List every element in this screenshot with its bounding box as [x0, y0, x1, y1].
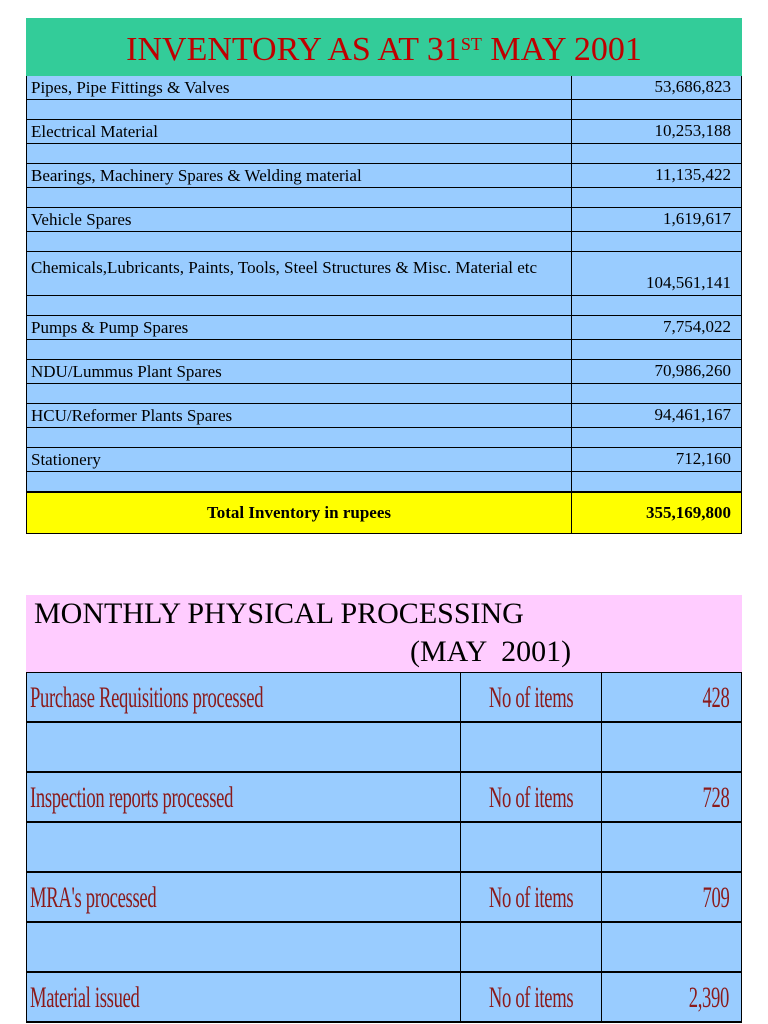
item-value: 1,619,617	[663, 209, 731, 228]
processing-label: Material issued	[30, 981, 140, 1014]
processing-label: Purchase Requisitions processed	[30, 681, 264, 714]
item-label: NDU/Lummus Plant Spares	[27, 360, 572, 383]
processing-title	[26, 595, 742, 672]
processing-table	[26, 672, 742, 1023]
empty-row	[27, 823, 741, 873]
empty-row	[27, 340, 741, 360]
item-label: Vehicle Spares	[27, 208, 572, 231]
item-value: 712,160	[675, 449, 731, 468]
item-value: 53,686,823	[654, 77, 731, 96]
empty-row	[27, 296, 741, 316]
table-row	[27, 404, 741, 428]
item-label: Bearings, Machinery Spares & Welding material	[27, 164, 572, 187]
inventory-table	[26, 76, 742, 492]
processing-unit: No of items	[488, 981, 574, 1014]
inventory-title-main: INVENTORY AS AT 31	[126, 31, 461, 68]
item-label: Electrical Material	[27, 120, 572, 143]
item-value: 7,754,022	[663, 317, 731, 336]
table-row	[27, 873, 741, 923]
processing-label: MRA's processed	[30, 881, 157, 914]
empty-row	[27, 384, 741, 404]
table-row	[27, 252, 741, 296]
processing-value: 2,390	[688, 981, 729, 1014]
empty-row	[27, 144, 741, 164]
processing-unit: No of items	[488, 781, 574, 814]
empty-row	[27, 232, 741, 252]
processing-value: 428	[702, 681, 729, 714]
item-value: 70,986,260	[654, 361, 731, 380]
processing-title-line2: (MAY 2001)	[410, 635, 572, 668]
inventory-title-superscript: ST	[460, 34, 482, 54]
empty-row	[27, 100, 741, 120]
table-row	[27, 316, 741, 340]
total-value: 355,169,800	[646, 503, 731, 522]
table-row	[27, 120, 741, 144]
item-value: 11,135,422	[655, 165, 731, 184]
table-row	[27, 208, 741, 232]
processing-unit: No of items	[488, 881, 574, 914]
item-label: Stationery	[27, 448, 572, 471]
empty-row	[27, 428, 741, 448]
item-value: 104,561,141	[646, 273, 731, 292]
table-row	[27, 164, 741, 188]
item-value: 94,461,167	[654, 405, 731, 424]
empty-row	[27, 188, 741, 208]
table-row	[27, 973, 741, 1023]
inventory-title	[26, 18, 742, 76]
table-row	[27, 448, 741, 472]
item-label: Pipes, Pipe Fittings & Valves	[27, 76, 572, 99]
processing-title-line1: MONTHLY PHYSICAL PROCESSING	[34, 597, 524, 630]
total-row	[26, 492, 742, 534]
empty-row	[27, 472, 741, 492]
inventory-title-date: MAY 2001	[481, 31, 642, 68]
processing-section	[26, 595, 742, 1023]
table-row	[27, 76, 741, 100]
item-value: 10,253,188	[654, 121, 731, 140]
empty-row	[27, 923, 741, 973]
table-row	[27, 673, 741, 723]
table-row	[27, 773, 741, 823]
item-label: Pumps & Pump Spares	[27, 316, 572, 339]
processing-value: 709	[702, 881, 729, 914]
table-row	[27, 360, 741, 384]
item-label: Chemicals,Lubricants, Paints, Tools, Steel Structures & Misc. Material etc	[27, 252, 572, 295]
inventory-section	[26, 18, 742, 534]
total-label: Total Inventory in rupees	[27, 493, 572, 533]
processing-unit: No of items	[488, 681, 574, 714]
processing-label: Inspection reports processed	[30, 781, 234, 814]
processing-value: 728	[702, 781, 729, 814]
empty-row	[27, 723, 741, 773]
item-label: HCU/Reformer Plants Spares	[27, 404, 572, 427]
